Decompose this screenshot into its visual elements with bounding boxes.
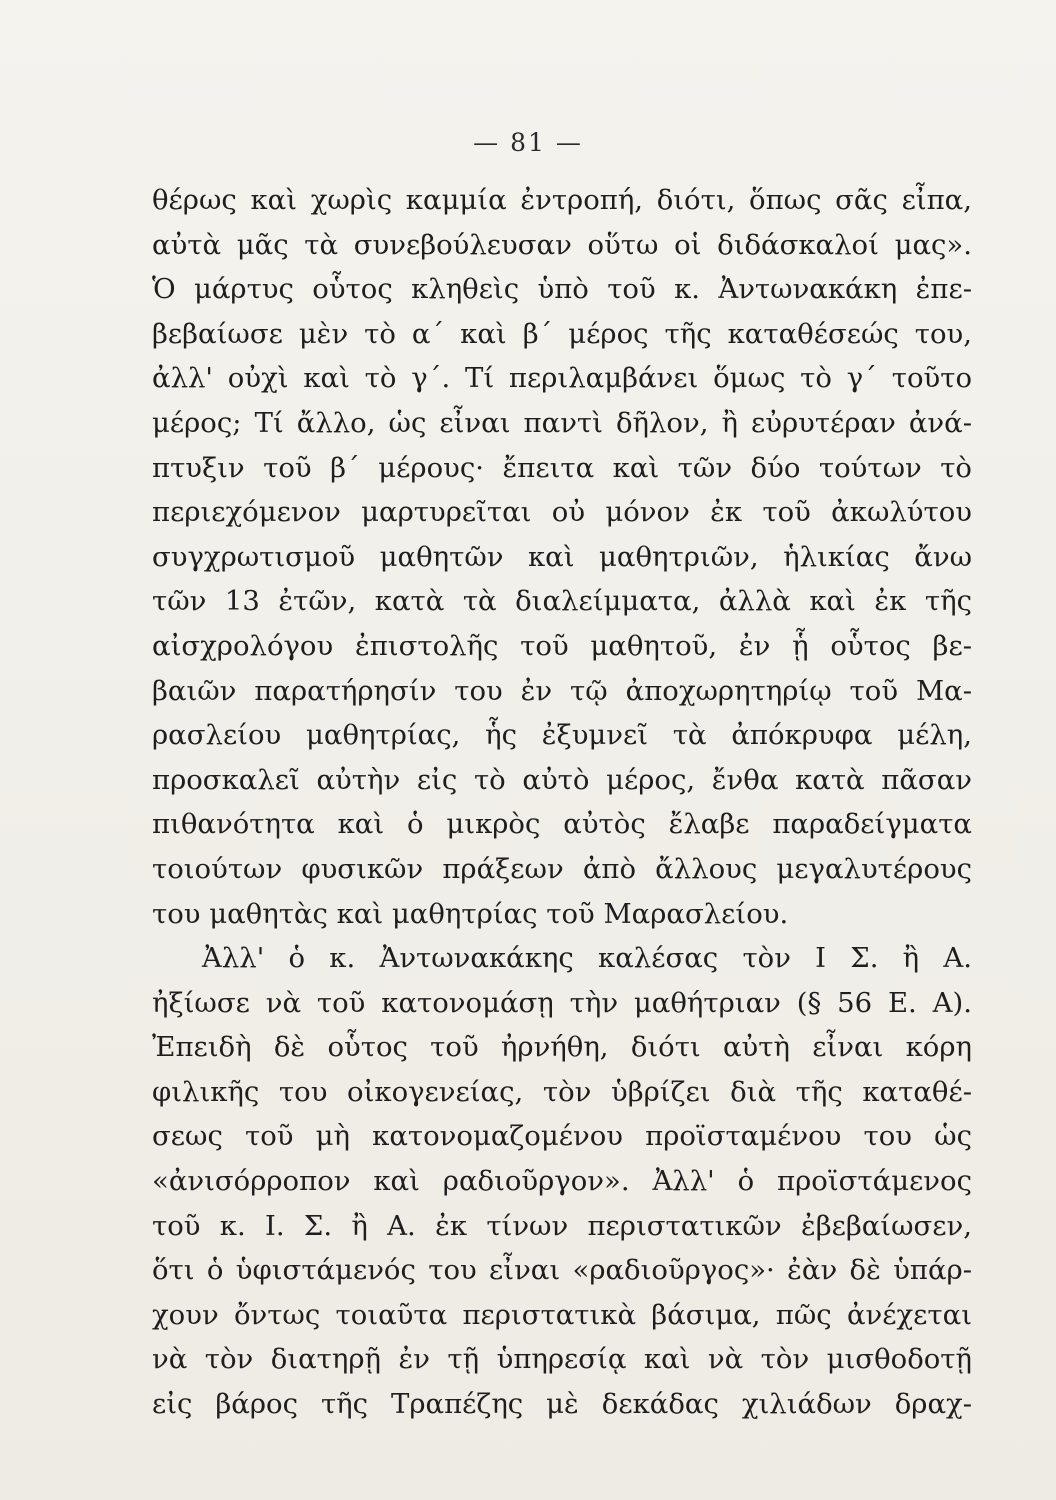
text-line: πτυξιν τοῦ β´ μέρους· ἔπειτα καὶ τῶν δύο τούτων τὸ (152, 451, 972, 484)
text-line: τοῦ κ. Ι. Σ. ἢ Α. ἐκ τίνων περιστατικῶν ἐβεβαίωσεν, (152, 1209, 972, 1242)
text-line: προσκαλεῖ αὐτὴν εἰς τὸ αὐτὸ μέρος, ἔνθα κατὰ πᾶσαν (152, 763, 972, 796)
text-line: βεβαίωσε μὲν τὸ α´ καὶ β´ μέρος τῆς καταθέσεώς του, (152, 317, 972, 350)
text-line: μέρος; Τί ἄλλο, ὡς εἶναι παντὶ δῆλον, ἢ εὐρυτέραν ἀνά- (152, 406, 972, 439)
text-line: νὰ τὸν διατηρῇ ἐν τῇ ὑπηρεσίᾳ καὶ νὰ τὸν μισθοδοτῇ (152, 1343, 972, 1376)
text-line: σεως τοῦ μὴ κατονομαζομένου προϊσταμένου του ὡς (152, 1120, 972, 1153)
text-line: ἠξίωσε νὰ τοῦ κατονομάσῃ τὴν μαθήτριαν (§ 56 Ε. Α). (152, 986, 972, 1019)
text-line: ὅτι ὁ ὑφιστάμενός του εἶναι «ραδιοῦργος»· ἐὰν δὲ ὑπάρ- (152, 1254, 972, 1287)
text-line: αἰσχρολόγου ἐπιστολῆς τοῦ μαθητοῦ, ἐν ᾗ οὗτος βε- (152, 629, 972, 662)
text-line: εἰς βάρος τῆς Τραπέζης μὲ δεκάδας χιλιάδων δραχ- (152, 1388, 972, 1421)
text-line: αὐτὰ μᾶς τὰ συνεβούλευσαν οὕτω οἱ διδάσκαλοί μας». (152, 228, 972, 261)
text-line: συγχρωτισμοῦ μαθητῶν καὶ μαθητριῶν, ἡλικίας ἄνω (152, 540, 972, 573)
text-line: τῶν 13 ἐτῶν, κατὰ τὰ διαλείμματα, ἀλλὰ καὶ ἐκ τῆς (152, 585, 972, 618)
text-line: περιεχόμενον μαρτυρεῖται οὐ μόνον ἐκ τοῦ ἀκωλύτου (152, 496, 972, 529)
text-line: «ἀνισόρροπον καὶ ραδιοῦργον». Ἀλλ' ὁ προϊστάμενος (152, 1165, 972, 1198)
body-text (152, 178, 972, 1427)
page-number: — 81 — (473, 128, 583, 157)
text-line: Ἐπειδὴ δὲ οὗτος τοῦ ἠρνήθη, διότι αὐτὴ εἶναι κόρη (152, 1031, 972, 1064)
text-line: ρασλείου μαθητρίας, ἧς ἐξυμνεῖ τὰ ἀπόκρυφα μέλη, (152, 719, 972, 752)
text-line: χουν ὄντως τοιαῦτα περιστατικὰ βάσιμα, πῶς ἀνέχεται (152, 1298, 972, 1331)
text-line: θέρως καὶ χωρὶς καμμία ἐντροπή, διότι, ὅπως σᾶς εἶπα, (152, 184, 972, 216)
text-line: πιθανότητα καὶ ὁ μικρὸς αὐτὸς ἔλαβε παραδείγματα (152, 808, 972, 841)
text-line: Ἀλλ' ὁ κ. Ἀντωνακάκης καλέσας τὸν Ι Σ. ἢ Α. (202, 942, 972, 975)
text-line: ἀλλ' οὐχὶ καὶ τὸ γ´. Τί περιλαμβάνει ὅμως τὸ γ´ τοῦτο (152, 362, 972, 395)
text-line: του μαθητὰς καὶ μαθητρίας τοῦ Μαρασλείου. (152, 897, 789, 930)
text-line: τοιούτων φυσικῶν πράξεων ἀπὸ ἄλλους μεγαλυτέρους (152, 852, 972, 885)
text-line: Ὁ μάρτυς οὗτος κληθεὶς ὑπὸ τοῦ κ. Ἀντωνακάκη ἐπε- (152, 273, 972, 306)
text-line: βαιῶν παρατήρησίν του ἐν τῷ ἀποχωρητηρίῳ τοῦ Μα- (152, 674, 972, 707)
text-line: φιλικῆς του οἰκογενείας, τὸν ὑβρίζει διὰ τῆς καταθέ- (152, 1075, 972, 1108)
